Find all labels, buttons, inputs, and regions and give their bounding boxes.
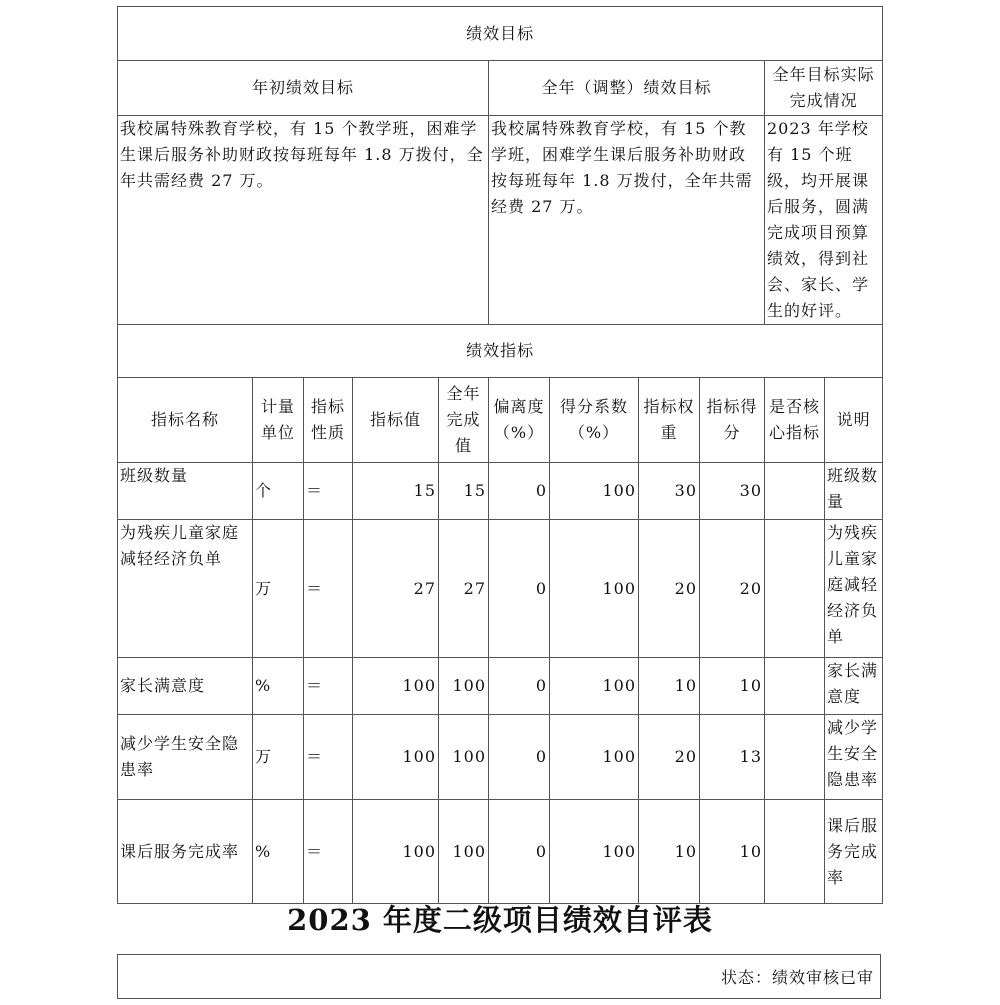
indicator-deviation: 0 [489,715,550,800]
indicator-weight: 20 [639,520,700,658]
indicator-actual: 100 [439,800,489,904]
performance-table [117,6,883,904]
indicator-nature: ＝ [304,658,353,715]
indicator-note: 课后服务完成率 [825,800,883,904]
initial-goal-text: 我校属特殊教育学校，有 15 个教学班，困难学生课后服务补助财政按每班每年 1.8 万拨付，全年共需经费 27 万。 [118,116,489,325]
header-nature: 指标性质 [304,378,353,463]
indicator-name: 为残疾儿童家庭减轻经济负单 [118,520,253,658]
header-core-indicator: 是否核心指标 [765,378,825,463]
indicator-coefficient: 100 [550,463,639,520]
indicator-name: 家长满意度 [118,658,253,715]
indicator-note: 家长满意度 [825,658,883,715]
header-weight: 指标权重 [639,378,700,463]
indicator-core [765,715,825,800]
indicator-coefficient: 100 [550,800,639,904]
indicator-note: 班级数量 [825,463,883,520]
indicator-coefficient: 100 [550,715,639,800]
indicator-score: 10 [700,800,765,904]
header-score-coefficient: 得分系数（%） [550,378,639,463]
indicator-unit: % [253,800,304,904]
adjusted-goal-text: 我校属特殊教育学校，有 15 个教学班，困难学生课后服务补助财政按每班每年 1.8 万拨付，全年共需经费 27 万。 [489,116,765,325]
table-row [118,463,883,520]
indicator-name: 班级数量 [118,463,253,520]
header-score: 指标得分 [700,378,765,463]
indicator-coefficient: 100 [550,658,639,715]
indicator-deviation: 0 [489,658,550,715]
indicator-weight: 30 [639,463,700,520]
indicator-core [765,658,825,715]
form-title: 2023 年度二级项目绩效自评表 [287,903,713,937]
col-initial-goal: 年初绩效目标 [118,61,489,116]
indicator-target: 27 [353,520,439,658]
indicator-deviation: 0 [489,800,550,904]
indicator-note: 减少学生安全隐患率 [825,715,883,800]
indicator-core [765,463,825,520]
indicator-weight: 10 [639,658,700,715]
indicator-score: 10 [700,658,765,715]
indicator-nature: ＝ [304,463,353,520]
indicator-nature: ＝ [304,520,353,658]
goals-section-title: 绩效目标 [118,7,883,61]
indicator-actual: 27 [439,520,489,658]
status-bar [117,954,881,999]
indicator-actual: 15 [439,463,489,520]
status-text: 状态：绩效审核已审 [720,968,874,987]
indicator-target: 100 [353,800,439,904]
indicator-actual: 100 [439,658,489,715]
indicator-deviation: 0 [489,463,550,520]
header-indicator-name: 指标名称 [118,378,253,463]
indicator-unit: 个 [253,463,304,520]
col-adjusted-goal: 全年（调整）绩效目标 [489,61,765,116]
header-note: 说明 [825,378,883,463]
indicator-score: 30 [700,463,765,520]
indicator-nature: ＝ [304,715,353,800]
table-row [118,715,883,800]
indicator-coefficient: 100 [550,520,639,658]
table-row [118,520,883,658]
indicator-target: 100 [353,658,439,715]
indicator-name: 课后服务完成率 [118,800,253,904]
indicator-actual: 100 [439,715,489,800]
indicator-name: 减少学生安全隐患率 [118,715,253,800]
header-actual-value: 全年完成值 [439,378,489,463]
indicator-core [765,800,825,904]
indicator-weight: 10 [639,800,700,904]
indicators-section-title: 绩效指标 [118,325,883,378]
indicator-unit: 万 [253,715,304,800]
indicator-unit: 万 [253,520,304,658]
indicator-target: 100 [353,715,439,800]
table-row [118,658,883,715]
header-unit: 计量单位 [253,378,304,463]
indicator-deviation: 0 [489,520,550,658]
header-target-value: 指标值 [353,378,439,463]
indicator-target: 15 [353,463,439,520]
indicator-score: 13 [700,715,765,800]
indicator-nature: ＝ [304,800,353,904]
indicator-note: 为残疾儿童家庭减轻经济负单 [825,520,883,658]
indicator-weight: 20 [639,715,700,800]
indicator-unit: % [253,658,304,715]
header-deviation: 偏离度（%） [489,378,550,463]
actual-completion-text: 2023 年学校有 15 个班级，均开展课后服务，圆满完成项目预算绩效，得到社会、家长、学生的好评。 [765,116,883,325]
indicator-score: 20 [700,520,765,658]
table-row [118,800,883,904]
col-actual-completion: 全年目标实际完成情况 [765,61,883,116]
indicator-core [765,520,825,658]
